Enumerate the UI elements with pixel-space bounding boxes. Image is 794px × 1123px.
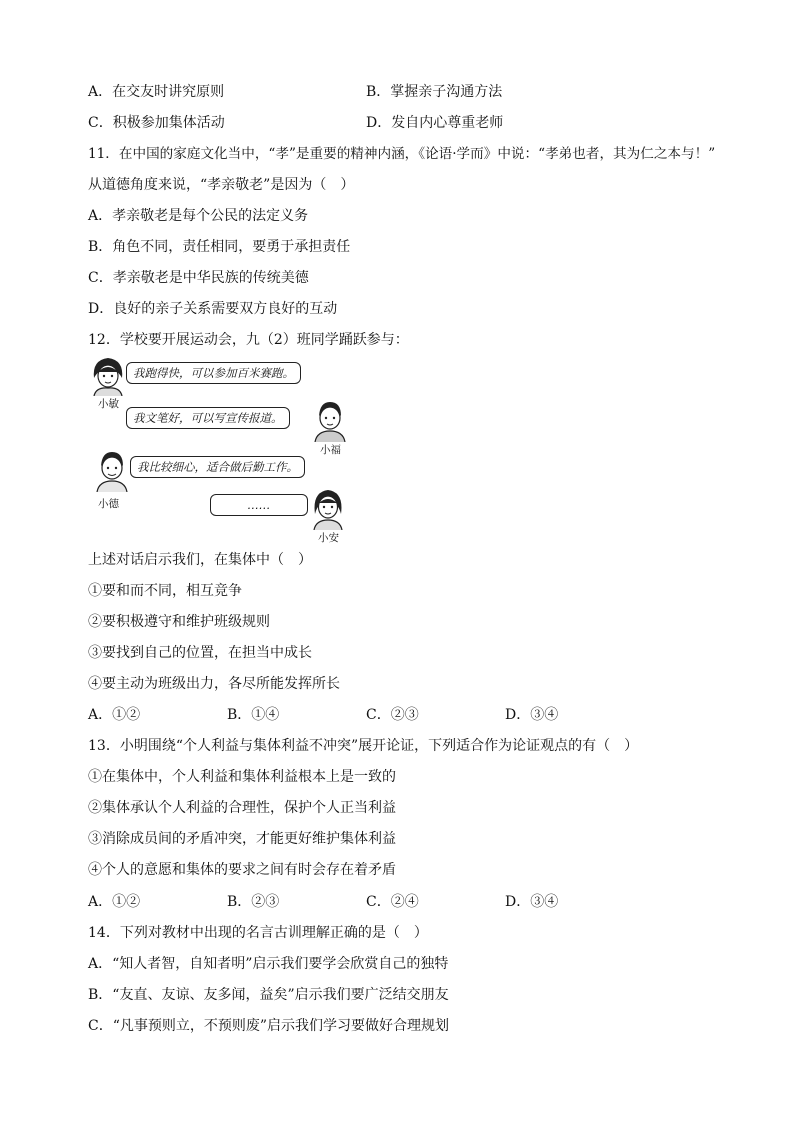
q10-option-b: B．掌握亲子沟通方法 (366, 84, 503, 100)
q11-option-a: A．孝亲敬老是每个公民的法定义务 (88, 208, 309, 224)
q11-option-c: C．孝亲敬老是中华民族的传统美德 (88, 270, 309, 286)
q13-option-a: A．①② (88, 894, 141, 910)
q10-option-a: A．在交友时讲究原则 (88, 84, 225, 100)
q11-option-b: B．角色不同，责任相同，要勇于承担责任 (88, 239, 351, 255)
q12-option-d: D．③④ (505, 707, 559, 723)
q12-stem: 12．学校要开展运动会，九（2）班同学踊跃参与： (88, 332, 409, 348)
q13-option-b: B．②③ (227, 894, 280, 910)
q14-stem: 14．下列对教材中出现的名言古训理解正确的是（ ） (88, 925, 428, 941)
q13-stem: 13．小明围绕“个人利益与集体利益不冲突”展开论证，下列适合作为论证观点的有（ ） (88, 738, 639, 754)
q13-option-d: D．③④ (505, 894, 559, 910)
q12-option-a: A．①② (88, 707, 141, 723)
q13-statement-1: ①在集体中，个人利益和集体利益根本上是一致的 (88, 769, 396, 785)
speech-bubble-1: 我跑得快，可以参加百米赛跑。 (126, 362, 301, 384)
q13-statement-4: ④个人的意愿和集体的要求之间有时会存在着矛盾 (88, 862, 396, 878)
q14-option-c: C．“凡事预则立，不预则废”启示我们学习要做好合理规划 (88, 1018, 450, 1034)
q10-option-d: D．发自内心尊重老师 (366, 115, 504, 131)
q12-statement-3: ③要找到自己的位置，在担当中成长 (88, 645, 312, 661)
q12-option-c: C．②③ (366, 707, 419, 723)
q10-option-c: C．积极参加集体活动 (88, 115, 225, 131)
q12-prompt: 上述对话启示我们，在集体中（ ） (88, 552, 312, 568)
q11-stem-line2: 从道德角度来说，“孝亲敬老”是因为（ ） (88, 177, 355, 193)
q11-stem-line1: 11．在中国的家庭文化当中，“孝”是重要的精神内涵，《论语·学而》中说：“孝弟也者，其为仁之本与！” (88, 146, 716, 162)
speaker-name-3: 小德 (98, 498, 119, 510)
q14-option-b: B．“友直、友谅、友多闻，益矣”启示我们要广泛结交朋友 (88, 987, 449, 1003)
q12-statement-2: ②要积极遵守和维护班级规则 (88, 614, 270, 630)
q14-option-a: A．“知人者智，自知者明”启示我们要学会欣赏自己的独特 (88, 956, 449, 972)
girl-avatar-icon (88, 354, 128, 396)
speech-bubble-2: 我文笔好，可以写宣传报道。 (126, 407, 290, 429)
girl-avatar-icon (308, 486, 348, 530)
speaker-name-1: 小敏 (98, 398, 119, 410)
speech-bubble-4: …… (210, 494, 308, 516)
q13-option-c: C．②④ (366, 894, 419, 910)
q12-statement-1: ①要和而不同，相互竞争 (88, 583, 242, 599)
speaker-name-4: 小安 (318, 532, 339, 544)
speech-bubble-3: 我比较细心，适合做后勤工作。 (130, 456, 305, 478)
q13-statement-2: ②集体承认个人利益的合理性，保护个人正当利益 (88, 800, 396, 816)
q13-statement-3: ③消除成员间的矛盾冲突，才能更好维护集体利益 (88, 831, 396, 847)
q12-statement-4: ④要主动为班级出力，各尽所能发挥所长 (88, 676, 340, 692)
speaker-name-2: 小福 (320, 444, 341, 456)
boy-avatar-icon (92, 448, 132, 492)
q11-option-d: D．良好的亲子关系需要双方良好的互动 (88, 301, 338, 317)
q12-dialogue-figure (88, 352, 388, 544)
q12-option-b: B．①④ (227, 707, 280, 723)
boy-avatar-icon (310, 398, 350, 442)
